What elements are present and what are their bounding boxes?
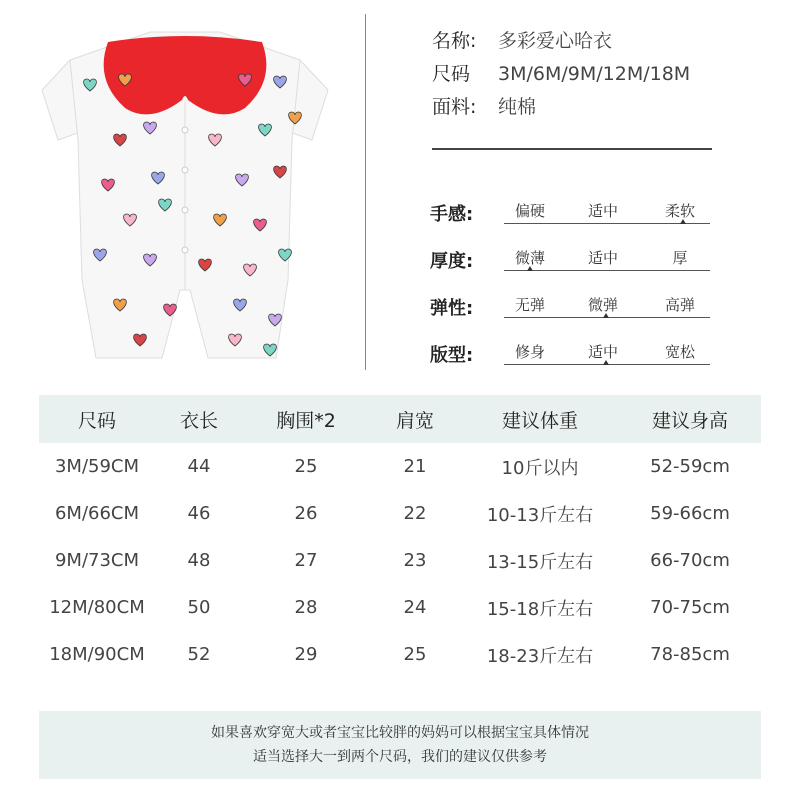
size-table	[39, 395, 761, 678]
attribute-feel	[430, 190, 710, 237]
info-key: 名称:	[432, 30, 477, 52]
attribute-option: 厚	[672, 249, 688, 267]
attribute-option: 微弹	[587, 296, 618, 314]
attribute-option: 高弹	[664, 296, 695, 314]
table-cell: 27	[294, 550, 318, 571]
product-info	[432, 26, 690, 125]
romper-illustration	[30, 20, 340, 370]
column-header: 衣长	[179, 409, 218, 432]
selected-marker	[603, 313, 609, 318]
attribute-ratings	[430, 190, 710, 378]
attribute-option: 无弹	[514, 296, 545, 314]
info-key: 面料:	[432, 96, 477, 118]
attribute-label: 手感:	[430, 204, 474, 225]
product-image	[30, 20, 340, 370]
attribute-thickness	[430, 237, 710, 284]
note-line: 如果喜欢穿宽大或者宝宝比较胖的妈妈可以根据宝宝具体情况	[211, 725, 589, 741]
table-cell: 18-23斤左右	[486, 645, 594, 667]
table-cell: 48	[187, 550, 211, 571]
table-cell: 13-15斤左右	[486, 551, 594, 573]
table-cell: 29	[294, 644, 318, 665]
table-cell: 9M/73CM	[54, 550, 140, 571]
table-cell: 44	[187, 456, 211, 477]
table-cell: 70-75cm	[650, 597, 730, 618]
table-row	[39, 443, 761, 490]
table-cell: 3M/59CM	[54, 456, 140, 477]
size-advice-note	[39, 711, 761, 779]
table-cell: 10斤以内	[501, 457, 579, 479]
info-value: 多彩爱心哈衣	[498, 30, 613, 52]
table-cell: 25	[294, 456, 318, 477]
table-cell: 52-59cm	[650, 456, 730, 477]
table-cell: 6M/66CM	[54, 503, 140, 524]
info-row-size	[432, 59, 690, 92]
attribute-option: 偏硬	[514, 202, 545, 220]
attribute-label: 弹性:	[430, 298, 474, 319]
attribute-scale	[504, 200, 710, 224]
table-row	[39, 490, 761, 537]
column-header: 胸围*2	[276, 409, 336, 432]
attribute-option: 宽松	[664, 343, 695, 361]
column-header: 尺码	[77, 409, 116, 432]
table-cell: 10-13斤左右	[486, 504, 594, 526]
table-cell: 18M/90CM	[49, 644, 145, 665]
attribute-option: 适中	[587, 249, 618, 267]
table-cell: 66-70cm	[650, 550, 730, 571]
attribute-option: 适中	[587, 343, 618, 361]
table-cell: 15-18斤左右	[486, 598, 594, 620]
attribute-scale	[504, 247, 710, 271]
column-header: 建议身高	[651, 409, 728, 432]
selected-marker	[527, 266, 533, 271]
info-row-fabric	[432, 92, 690, 125]
table-cell: 23	[403, 550, 427, 571]
attribute-option: 柔软	[664, 202, 695, 220]
selected-marker	[603, 360, 609, 365]
info-key: 尺码	[432, 63, 471, 85]
info-value: 纯棉	[498, 96, 537, 118]
attribute-option: 修身	[514, 343, 545, 361]
table-cell: 78-85cm	[650, 644, 730, 665]
table-cell: 46	[187, 503, 211, 524]
table-cell: 50	[187, 597, 211, 618]
table-cell: 28	[294, 597, 318, 618]
info-divider	[432, 148, 712, 150]
table-cell: 25	[403, 644, 427, 665]
table-cell: 12M/80CM	[49, 597, 145, 618]
column-header: 肩宽	[395, 409, 434, 432]
table-cell: 26	[294, 503, 318, 524]
attribute-scale	[504, 294, 710, 318]
table-row	[39, 631, 761, 678]
column-header: 建议体重	[501, 409, 578, 432]
table-row	[39, 537, 761, 584]
attribute-label: 版型:	[430, 345, 474, 366]
table-cell: 24	[403, 597, 427, 618]
info-value: 3M/6M/9M/12M/18M	[498, 63, 691, 85]
selected-marker	[680, 219, 686, 224]
info-row-name	[432, 26, 690, 59]
table-cell: 52	[187, 644, 211, 665]
attribute-elasticity	[430, 284, 710, 331]
table-cell: 21	[403, 456, 427, 477]
attribute-fit	[430, 331, 710, 378]
table-cell: 59-66cm	[650, 503, 730, 524]
table-header	[39, 395, 761, 443]
attribute-scale	[504, 341, 710, 365]
attribute-label: 厚度:	[430, 251, 474, 272]
table-row	[39, 584, 761, 631]
note-line: 适当选择大一到两个尺码，我们的建议仅供参考	[253, 749, 547, 765]
attribute-option: 微薄	[514, 249, 545, 267]
table-cell: 22	[403, 503, 427, 524]
attribute-option: 适中	[587, 202, 618, 220]
vertical-divider	[365, 14, 366, 370]
